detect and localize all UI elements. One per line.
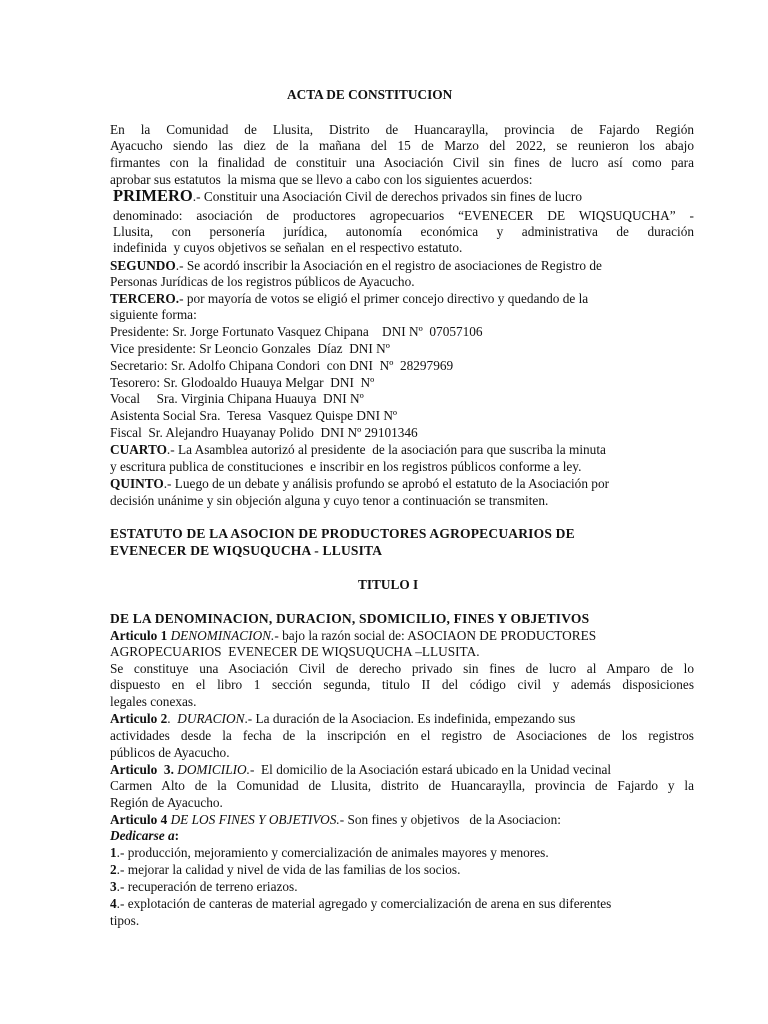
tercero-text: - por mayoría de votos se eligió el primer concejo directivo y quedando de la [179, 291, 589, 306]
section-heading: DE LA DENOMINACION, DURACION, SDOMICILIO, FINES Y OBJETIVOS [110, 611, 590, 626]
directivo-line: Tesorero: Sr. Glodoaldo Huauya Melgar DNI Nº [110, 375, 375, 390]
intro-line: Ayacucho siendo las diez de la mañana del 15 de Marzo del 2022, se reunieron los abajo [110, 138, 694, 153]
intro-line: aprobar sus estatutos la misma que se llevo a cabo con los siguientes acuerdos: [110, 172, 533, 187]
articulo-1-line: AGROPECUARIOS EVENECER DE WIQSUQUCHA –LLUSITA. [110, 644, 480, 659]
directivo-line: Vocal Sra. Virginia Chipana Huauya DNI Nº [110, 391, 364, 406]
articulo-1-line: legales conexas. [110, 694, 197, 709]
articulo-3-first-line [110, 762, 611, 777]
intro-line: En la Comunidad de Llusita, Distrito de Huancaraylla, provincia de Fajardo Región [110, 122, 694, 137]
directivo-line: Presidente: Sr. Jorge Fortunato Vasquez Chipana DNI Nº 07057106 [110, 324, 483, 339]
articulo-4-subheading [110, 828, 179, 843]
list-item-number: 4 [110, 896, 117, 911]
tercero-line: siguiente forma: [110, 307, 197, 322]
list-item-text: .- producción, mejoramiento y comercialización de animales mayores y menores. [116, 845, 549, 860]
list-item-number: 1 [110, 845, 117, 860]
articulo-4-first-line [110, 812, 561, 827]
articulo-2-first-line [110, 711, 575, 726]
directivo-line: Vice presidente: Sr Leoncio Gonzales Díaz DNI Nº [110, 341, 390, 356]
articulo-2-line: actividades desde la fecha de la inscripción en el registro de Asociaciones de los registros [110, 728, 694, 743]
quinto-line: decisión unánime y sin objeción alguna y cuyo tenor a continuación se transmiten. [110, 493, 549, 508]
articulo-4-sub-colon: : [174, 828, 180, 843]
directivo-line: Secretario: Sr. Adolfo Chipana Condori con DNI Nº 28297969 [110, 358, 454, 373]
tercero-first-line [110, 291, 588, 306]
articulo-2-line: públicos de Ayacucho. [110, 745, 230, 760]
primero-first-line [113, 188, 694, 204]
quinto-label: QUINTO [110, 476, 164, 491]
directivo-line: Fiscal Sr. Alejandro Huayanay Polido DNI Nº 29101346 [110, 425, 418, 440]
articulo-2-name: DURACION [177, 711, 245, 726]
list-item-text: .- explotación de canteras de material agregado y comercialización de arena en sus diferentes [116, 896, 612, 911]
articulo-2-text: .- La duración de la Asociacion. Es indefinida, empezando sus [244, 711, 576, 726]
list-item-text: .- recuperación de terreno eriazos. [116, 879, 298, 894]
articulo-2-sep: . [167, 711, 178, 726]
articulo-1-line: Se constituye una Asociación Civil de derecho privado sin fines de lucro al Amparo de lo [110, 661, 694, 676]
titulo-heading: TITULO I [358, 577, 419, 592]
list-item-continuation: tipos. [110, 913, 140, 928]
articulo-1-text: - bajo la razón social de: ASOCIAON DE PRODUCTORES [274, 628, 597, 643]
primero-text: .- Constituir una Asociación Civil de derechos privados sin fines de lucro [192, 189, 582, 204]
primero-line: denominado: asociación de productores agropecuarios “EVENECER DE WIQSUQUCHA” - [113, 208, 694, 223]
articulo-4-sub: Dedicarse a [110, 828, 175, 843]
list-item [110, 862, 460, 877]
list-item [110, 879, 298, 894]
articulo-4-name: DE LOS FINES Y OBJETIVOS. [167, 812, 340, 827]
articulo-3-line: Carmen Alto de la Comunidad de Llusita, distrito de Huancaraylla, provincia de Fajardo y la [110, 778, 694, 793]
quinto-text: .- Luego de un debate y análisis profundo se aprobó el estatuto de la Asociación por [163, 476, 610, 491]
primero-label: PRIMERO [113, 186, 193, 205]
articulo-1-label: Articulo 1 [110, 628, 168, 643]
articulo-3-name: DOMICILIO. [173, 762, 250, 777]
acta-title: ACTA DE CONSTITUCION [287, 87, 453, 102]
intro-line: firmantes con la finalidad de constituir una Asociación Civil sin fines de lucro así como para [110, 155, 694, 170]
list-item-text: .- mejorar la calidad y nivel de vida de las familias de los socios. [116, 862, 461, 877]
segundo-first-line [110, 258, 602, 273]
cuarto-label: CUARTO [110, 442, 167, 457]
primero-line: Llusita, con personería jurídica, autonomía económica y administrativa de duración [113, 224, 694, 239]
cuarto-line: y escritura publica de constituciones e inscribir en los registros públicos conforme a ley. [110, 459, 582, 474]
articulo-3-text: - El domicilio de la Asociación estará ubicado en la Unidad vecinal [249, 762, 612, 777]
estatuto-title: ESTATUTO DE LA ASOCION DE PRODUCTORES AGROPECUARIOS DE [110, 526, 575, 541]
list-item [110, 845, 549, 860]
articulo-4-label: Articulo 4 [110, 812, 168, 827]
segundo-label: SEGUNDO [110, 258, 176, 273]
segundo-line: Personas Jurídicas de los registros públicos de Ayacucho. [110, 274, 415, 289]
articulo-3-label: Articulo 3. [110, 762, 174, 777]
articulo-3-line: Región de Ayacucho. [110, 795, 223, 810]
list-item [110, 896, 611, 911]
articulo-1-name: DENOMINACION. [167, 628, 275, 643]
quinto-first-line [110, 476, 609, 491]
articulo-2-label: Articulo 2 [110, 711, 168, 726]
cuarto-first-line [110, 442, 606, 457]
tercero-label: TERCERO. [110, 291, 180, 306]
list-item-number: 3 [110, 879, 117, 894]
estatuto-title: EVENECER DE WIQSUQUCHA - LLUSITA [110, 543, 383, 558]
primero-line: indefinida y cuyos objetivos se señalan en el respectivo estatuto. [113, 240, 463, 255]
articulo-1-first-line [110, 628, 596, 643]
directivo-line: Asistenta Social Sra. Teresa Vasquez Quispe DNI Nº [110, 408, 398, 423]
articulo-1-line: dispuesto en el libro 1 sección segunda, titulo II del código civil y además disposiciones [110, 677, 694, 692]
cuarto-text: .- La Asamblea autorizó al presidente de la asociación para que suscriba la minuta [166, 442, 606, 457]
list-item-number: 2 [110, 862, 117, 877]
segundo-text: .- Se acordó inscribir la Asociación en el registro de asociaciones de Registro de [175, 258, 602, 273]
articulo-4-text: - Son fines y objetivos de la Asociacion: [339, 812, 561, 827]
